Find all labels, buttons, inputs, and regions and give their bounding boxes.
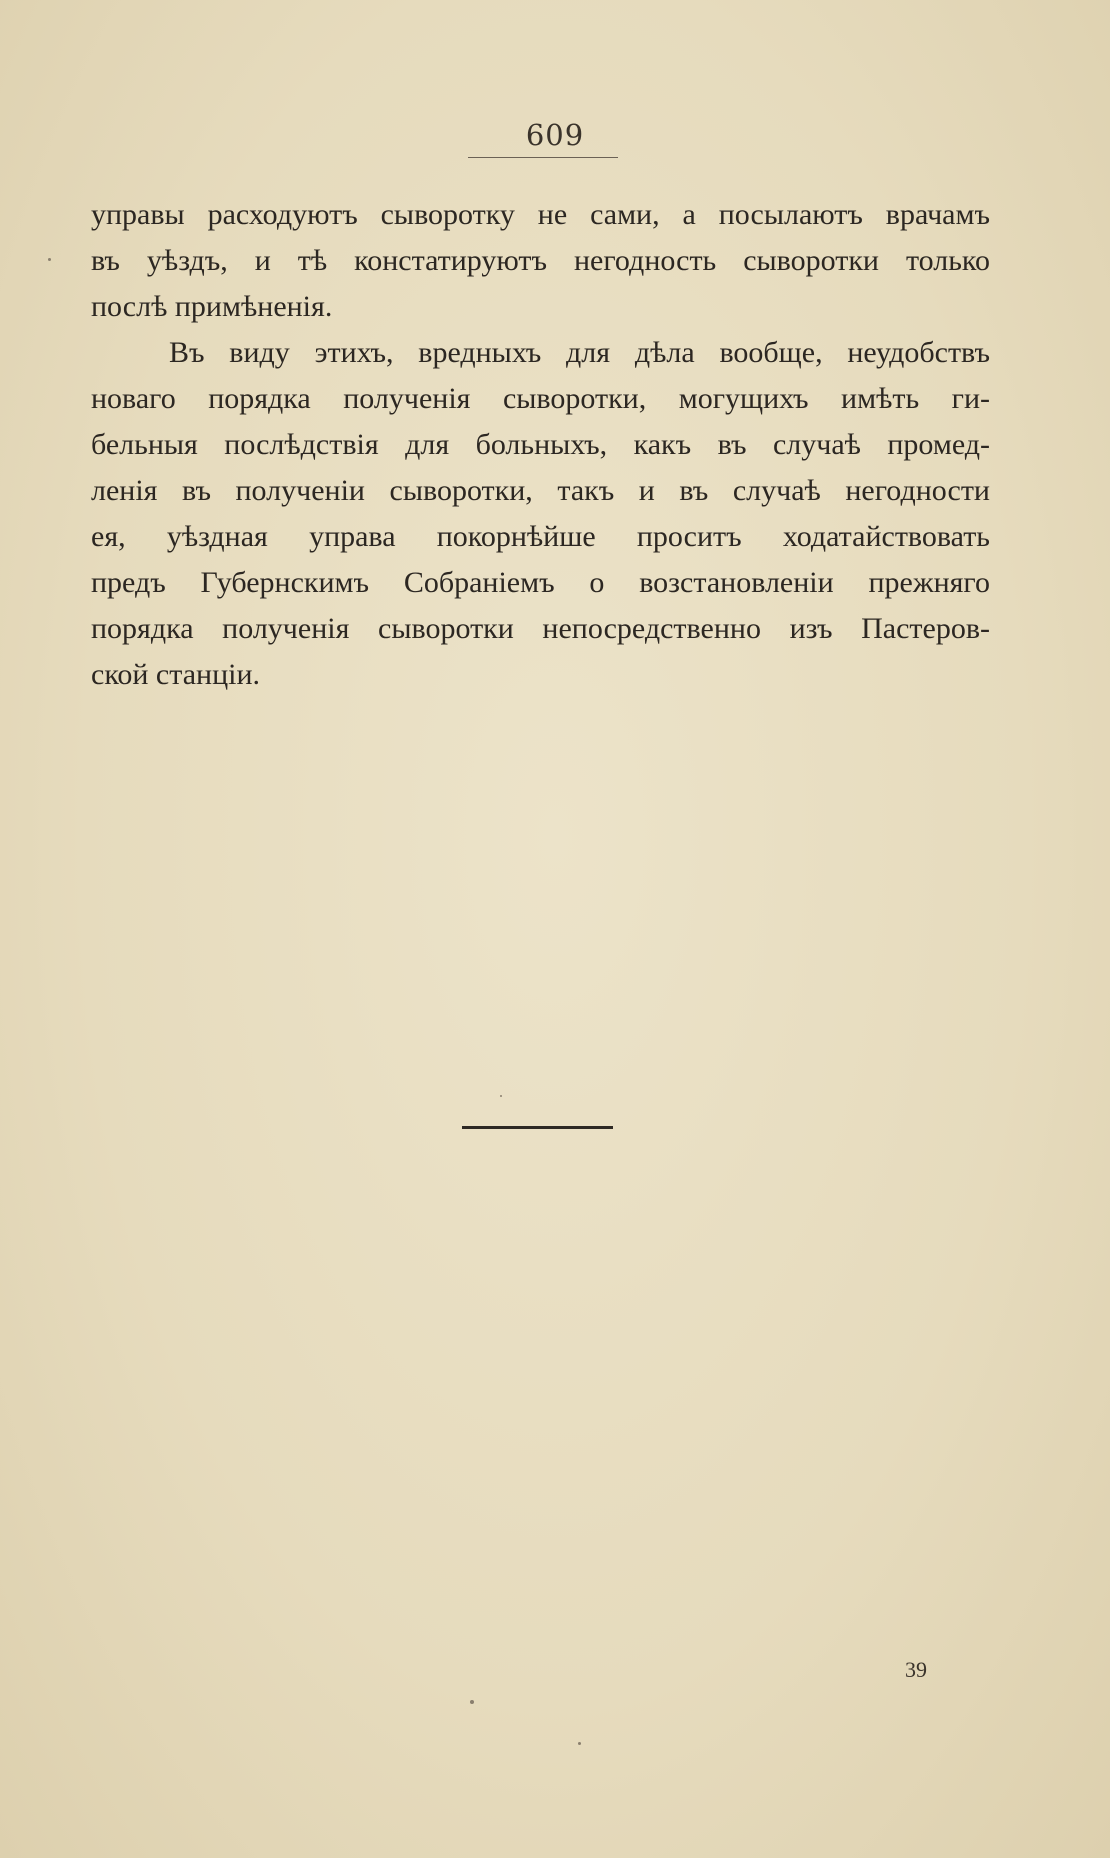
text-line: ленія въ полученіи сыворотки, такъ и въ случаѣ негодности xyxy=(91,474,990,507)
end-rule xyxy=(462,1126,613,1129)
text-line: бельныя послѣдствія для больныхъ, какъ въ случаѣ промед- xyxy=(91,428,990,461)
text-line: новаго порядка полученія сыворотки, могущихъ имѣть ги- xyxy=(91,382,990,415)
paper-speck xyxy=(578,1742,581,1745)
page-number: 609 xyxy=(525,118,585,152)
text-line: послѣ примѣненія. xyxy=(91,290,333,323)
text-line: порядка полученія сыворотки непосредственно изъ Пастеров- xyxy=(91,612,990,645)
sheet-number: 39 xyxy=(905,1657,927,1682)
text-line: предъ Губернскимъ Собраніемъ о возстановленіи прежняго xyxy=(91,566,990,599)
text-line: ской станціи. xyxy=(91,658,261,691)
paragraph-1 xyxy=(91,192,990,330)
header-rule xyxy=(468,157,618,158)
body-text xyxy=(91,192,990,698)
text-line: ея, уѣздная управа покорнѣйше проситъ ходатайствовать xyxy=(91,520,990,553)
text-line: въ уѣздъ, и тѣ констатируютъ негодность сыворотки только xyxy=(91,244,990,277)
paper-speck xyxy=(48,258,51,261)
text-line: Въ виду этихъ, вредныхъ для дѣла вообще, неудобствъ xyxy=(169,336,990,369)
text-line: управы расходуютъ сыворотку не сами, а посылаютъ врачамъ xyxy=(91,198,990,231)
paragraph-2 xyxy=(91,330,990,698)
paper-speck xyxy=(470,1700,474,1704)
paper-speck xyxy=(500,1095,502,1097)
